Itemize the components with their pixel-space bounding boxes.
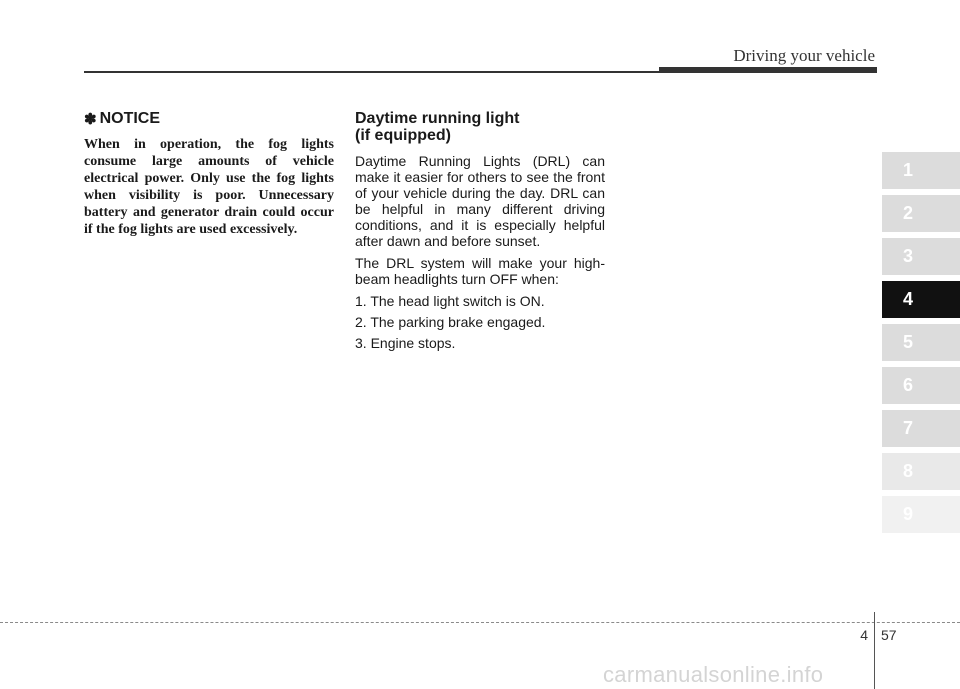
chapter-tab-6[interactable]: 6 [882, 367, 960, 404]
notice-star-icon: ✽ [84, 111, 97, 128]
drl-heading [355, 110, 605, 144]
drl-title-line1: Daytime running light [355, 110, 520, 127]
drl-list-item-2: 2. The parking brake engaged. [355, 314, 546, 330]
chapter-tab-2[interactable]: 2 [882, 195, 960, 232]
drl-section [355, 110, 605, 356]
notice-title: NOTICE [99, 110, 161, 127]
drl-list-item-1: 1. The head light switch is ON. [355, 293, 545, 309]
footer-page-number: 57 [881, 627, 897, 643]
chapter-tabs [882, 152, 960, 539]
chapter-tab-8[interactable]: 8 [882, 453, 960, 490]
drl-paragraph-1: Daytime Running Lights (DRL) can make it easier for others to see the front of your vehicle during the day. DRL can be helpful in many different driving conditions, and it is especially helpful after dawn and before sunset. [355, 153, 605, 249]
watermark: carmanualsonline.info [603, 662, 824, 687]
chapter-tab-1[interactable]: 1 [882, 152, 960, 189]
header-rule-thin [84, 71, 664, 73]
chapter-tab-3[interactable]: 3 [882, 238, 960, 275]
chapter-tab-5[interactable]: 5 [882, 324, 960, 361]
chapter-tab-9[interactable]: 9 [882, 496, 960, 533]
chapter-tab-4[interactable]: 4 [882, 281, 960, 318]
header-title: Driving your vehicle [733, 46, 875, 65]
notice-section [84, 110, 334, 238]
notice-body: When in operation, the fog lights consume large amounts of vehicle electrical power. Only use the fog lights when visibility is poor. Unnecessary battery and generator drain could occur if the fog lights are used excessively. [84, 137, 334, 237]
notice-heading [84, 110, 334, 128]
drl-paragraph-2: The DRL system will make your high-beam headlights turn OFF when: [355, 255, 605, 287]
footer-dashed-rule [0, 622, 960, 623]
footer-divider [874, 612, 875, 689]
drl-title-line2: (if equipped) [355, 127, 451, 144]
footer-chapter-number: 4 [860, 627, 868, 643]
chapter-tab-7[interactable]: 7 [882, 410, 960, 447]
drl-list-item-3: 3. Engine stops. [355, 335, 456, 351]
header-rule-thick [659, 67, 877, 73]
